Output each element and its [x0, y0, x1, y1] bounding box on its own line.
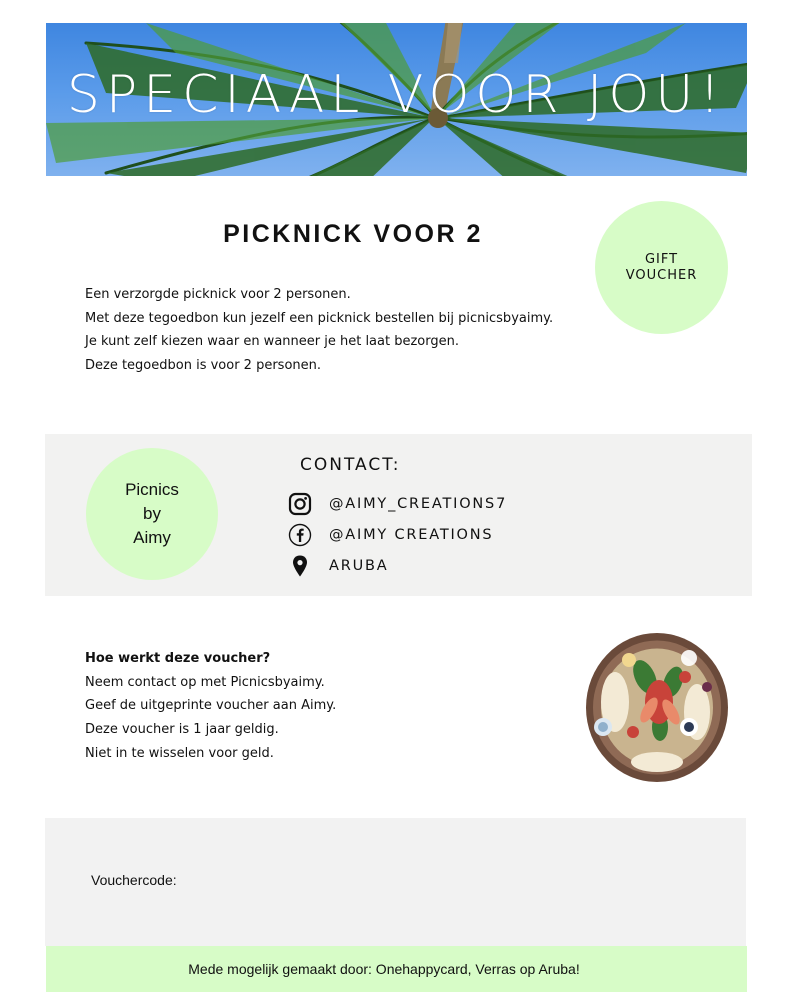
how-line: Geef de uitgeprinte voucher aan Aimy. [85, 698, 337, 714]
gift-voucher-badge [595, 201, 728, 334]
contact-heading: CONTACT: [300, 455, 401, 475]
header-banner [46, 23, 747, 176]
how-it-works [85, 647, 336, 766]
intro-line: Een verzorgde picknick voor 2 personen. [85, 287, 351, 302]
intro-line: Met deze tegoedbon kun jezelf een picknick bestellen bij picnicsbyaimy. [85, 310, 554, 326]
instagram-icon [287, 491, 313, 517]
badge-line-1: GIFT [644, 251, 679, 267]
picnic-platter-image [585, 632, 729, 783]
brand-line-1: Picnics [125, 480, 179, 499]
facebook-icon [287, 522, 313, 548]
location-pin-icon [287, 553, 313, 579]
brand-line-3: Aimy [133, 528, 171, 547]
location-text: ARUBA [329, 558, 389, 574]
how-line: Niet in te wisselen voor geld. [85, 745, 274, 761]
contact-instagram[interactable] [287, 491, 507, 517]
voucher-code-label: Vouchercode: [91, 872, 177, 888]
how-heading: Hoe werkt deze voucher? [85, 651, 271, 666]
brand-line-2: by [143, 504, 161, 523]
voucher-title: PICKNICK VOOR 2 [223, 220, 483, 248]
footer-bar [46, 946, 747, 992]
brand-logo-circle [86, 448, 218, 580]
instagram-handle: @AIMY_CREATIONS7 [329, 496, 508, 512]
how-line: Neem contact op met Picnicsbyaimy. [85, 674, 325, 690]
badge-line-2: VOUCHER [625, 267, 698, 283]
how-line: Deze voucher is 1 jaar geldig. [85, 722, 279, 738]
footer-text: Mede mogelijk gemaakt door: Onehappycard, Verras op Aruba! [188, 961, 580, 977]
intro-line: Je kunt zelf kiezen waar en wanneer je het laat bezorgen. [85, 334, 459, 350]
contact-location [287, 553, 388, 579]
intro-line: Deze tegoedbon is voor 2 personen. [85, 358, 322, 374]
facebook-handle: @AIMY CREATIONS [329, 527, 494, 543]
banner-title: SPECIAAL VOOR JOU! [66, 65, 727, 125]
contact-facebook[interactable] [287, 522, 493, 548]
intro-paragraph [85, 283, 553, 378]
